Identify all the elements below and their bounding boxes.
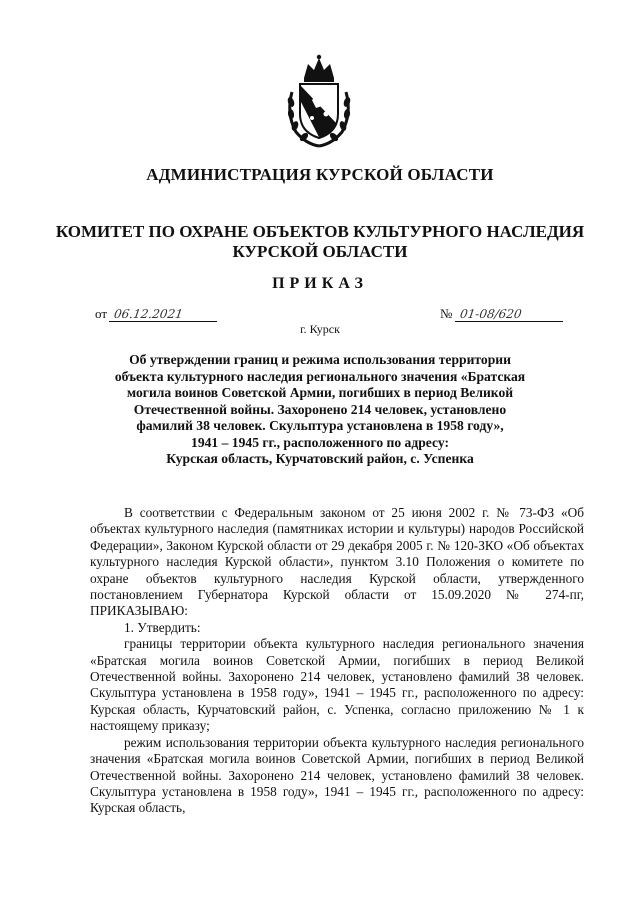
- administration-heading: АДМИНИСТРАЦИЯ КУРСКОЙ ОБЛАСТИ: [146, 165, 494, 184]
- title-line: могила воинов Советской Армии, погибших в период Великой: [126, 385, 514, 400]
- city: г. Курск: [300, 322, 340, 336]
- document-type-heading: ПРИКАЗ: [272, 275, 368, 292]
- committee-heading-line-1: КОМИТЕТ ПО ОХРАНЕ ОБЪЕКТОВ КУЛЬТУРНОГО НАСЛЕДИЯ: [55, 222, 585, 241]
- title-line: Об утверждении границ и режима использования территории: [129, 352, 511, 367]
- order-number: [440, 306, 564, 322]
- title-line: объекта культурного наследия регионального значения «Братская: [114, 368, 526, 384]
- order-date: [95, 306, 218, 322]
- body-paragraph-item-1: 1. Утвердить:: [124, 619, 201, 635]
- handwritten-date: 06.12.2021: [109, 307, 219, 322]
- committee-heading: [0, 222, 640, 262]
- order-title: [100, 352, 540, 468]
- title-line: 1941 – 1945 гг., расположенного по адресу:: [191, 434, 449, 450]
- handwritten-number: 01-08/620: [455, 307, 565, 322]
- body-paragraph-preamble: В соответствии с Федеральным законом от 25 июня 2002 г. № 73-ФЗ «Об объектах культурного наследия (памятниках истории и культуры) народов Российской Федерации», Законом Курской области от 29 декабря 2005 г. № 120-ЗКО «Об объектах культурного наследия Курской области», пунктом 3.10 Положения о комитете по охране объектов культурного наследия Курской области, утвержденного постановлением Губернатора Курской области от 15.09.2020 № 274-пг, ПРИКАЗЫВАЮ:: [90, 505, 584, 619]
- committee-heading-line-2: КУРСКОЙ ОБЛАСТИ: [232, 242, 408, 261]
- body-paragraph-regime: режим использования территории объекта культурного наследия регионального значения «Братская могила воинов Советской Армии, погибших в период Великой Отечественной войны. Захоронено 214 человек, установлено фамилий 38 человек. Скульптура установлена в 1958 году», 1941 – 1945 гг., расположенного по адресу: Курская область,: [90, 734, 584, 816]
- order-body: [90, 505, 584, 817]
- title-line: Отечественной войны. Захоронено 214 человек, установлено: [133, 401, 507, 417]
- kursk-coat-of-arms-icon: [282, 52, 356, 148]
- title-line: фамилий 38 человек. Скульптура установлена в 1958 году»,: [136, 418, 504, 433]
- title-line: Курская область, Курчатовский район, с. Успенка: [166, 451, 474, 466]
- date-prefix: от: [95, 306, 108, 321]
- body-paragraph-boundaries: границы территории объекта культурного наследия регионального значения «Братская могила воинов Советской Армии, погибших в период Великой Отечественной войны. Захоронено 214 человек, установлено фамилий 38 человек. Скульптура установлена в 1958 году», 1941 – 1945 гг., расположенного по адресу: Курская область, Курчатовский район, с. Успенка, согласно приложению № 1 к настоящему приказу;: [90, 636, 584, 734]
- number-prefix: №: [440, 306, 453, 321]
